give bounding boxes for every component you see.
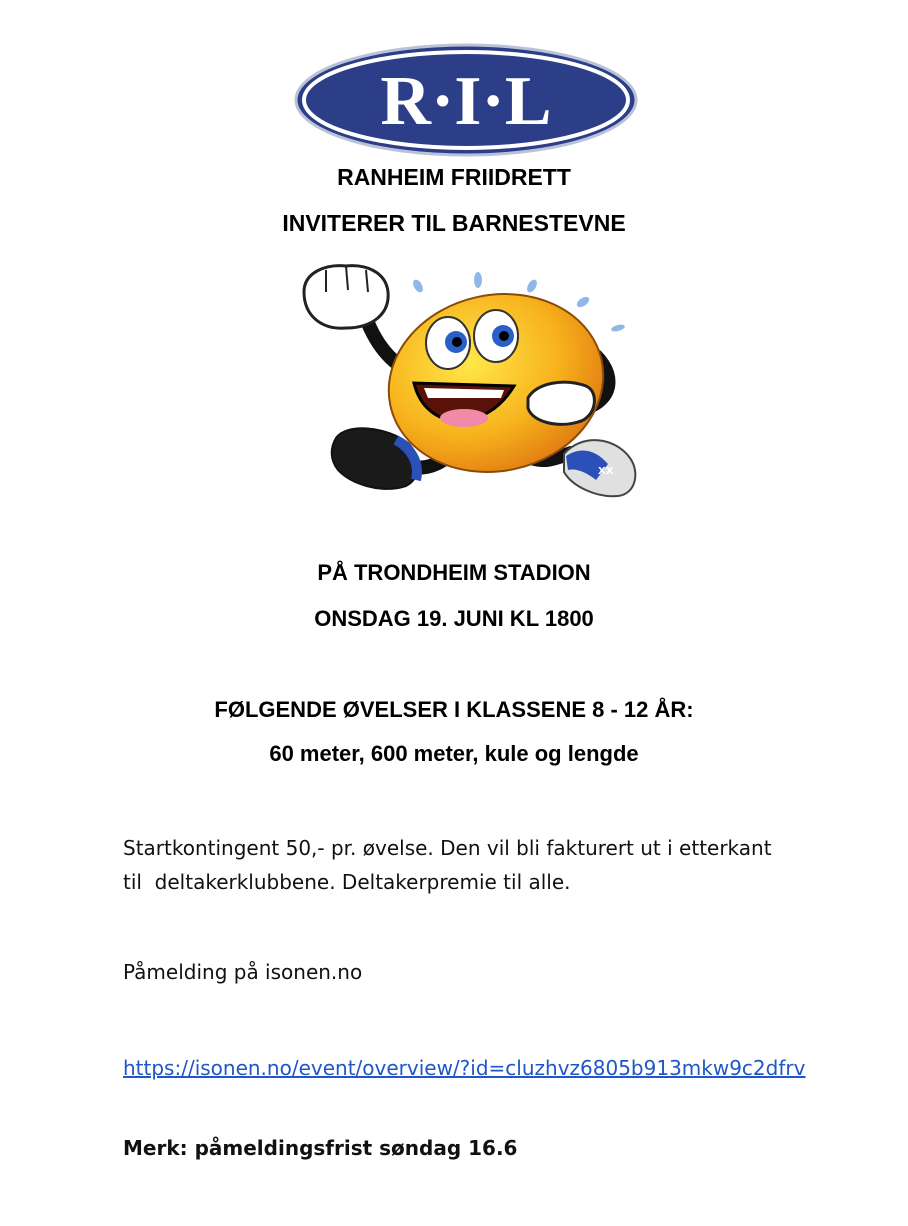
- ril-logo: [293, 42, 639, 158]
- venue-datetime: ONSDAG 19. JUNI KL 1800: [314, 606, 594, 631]
- fee-info: [123, 831, 823, 899]
- invite-title: INVITERER TIL BARNESTEVNE: [282, 210, 626, 236]
- registration-text: Påmelding på isonen.no: [123, 960, 363, 984]
- logo-text: R·I·L: [380, 63, 552, 140]
- running-smiley-mascot: [296, 258, 642, 508]
- fee-line-1: Startkontingent 50,- pr. øvelse. Den vil bli fakturert ut i etterkant: [123, 836, 772, 860]
- fee-line-2: til deltakerklubbene. Deltakerpremie til alle.: [123, 870, 571, 894]
- shoe-badge-text: XX: [598, 466, 614, 477]
- registration-link[interactable]: https://isonen.no/event/overview/?id=cluzhvz6805b913mkw9c2dfrv: [123, 1056, 806, 1080]
- deadline-note: Merk: påmeldingsfrist søndag 16.6: [123, 1136, 518, 1160]
- org-name: RANHEIM FRIIDRETT: [337, 164, 571, 190]
- events-list: 60 meter, 600 meter, kule og lengde: [269, 741, 639, 766]
- venue-place: PÅ TRONDHEIM STADION: [317, 560, 591, 585]
- events-heading: FØLGENDE ØVELSER I KLASSENE 8 - 12 ÅR:: [214, 697, 694, 722]
